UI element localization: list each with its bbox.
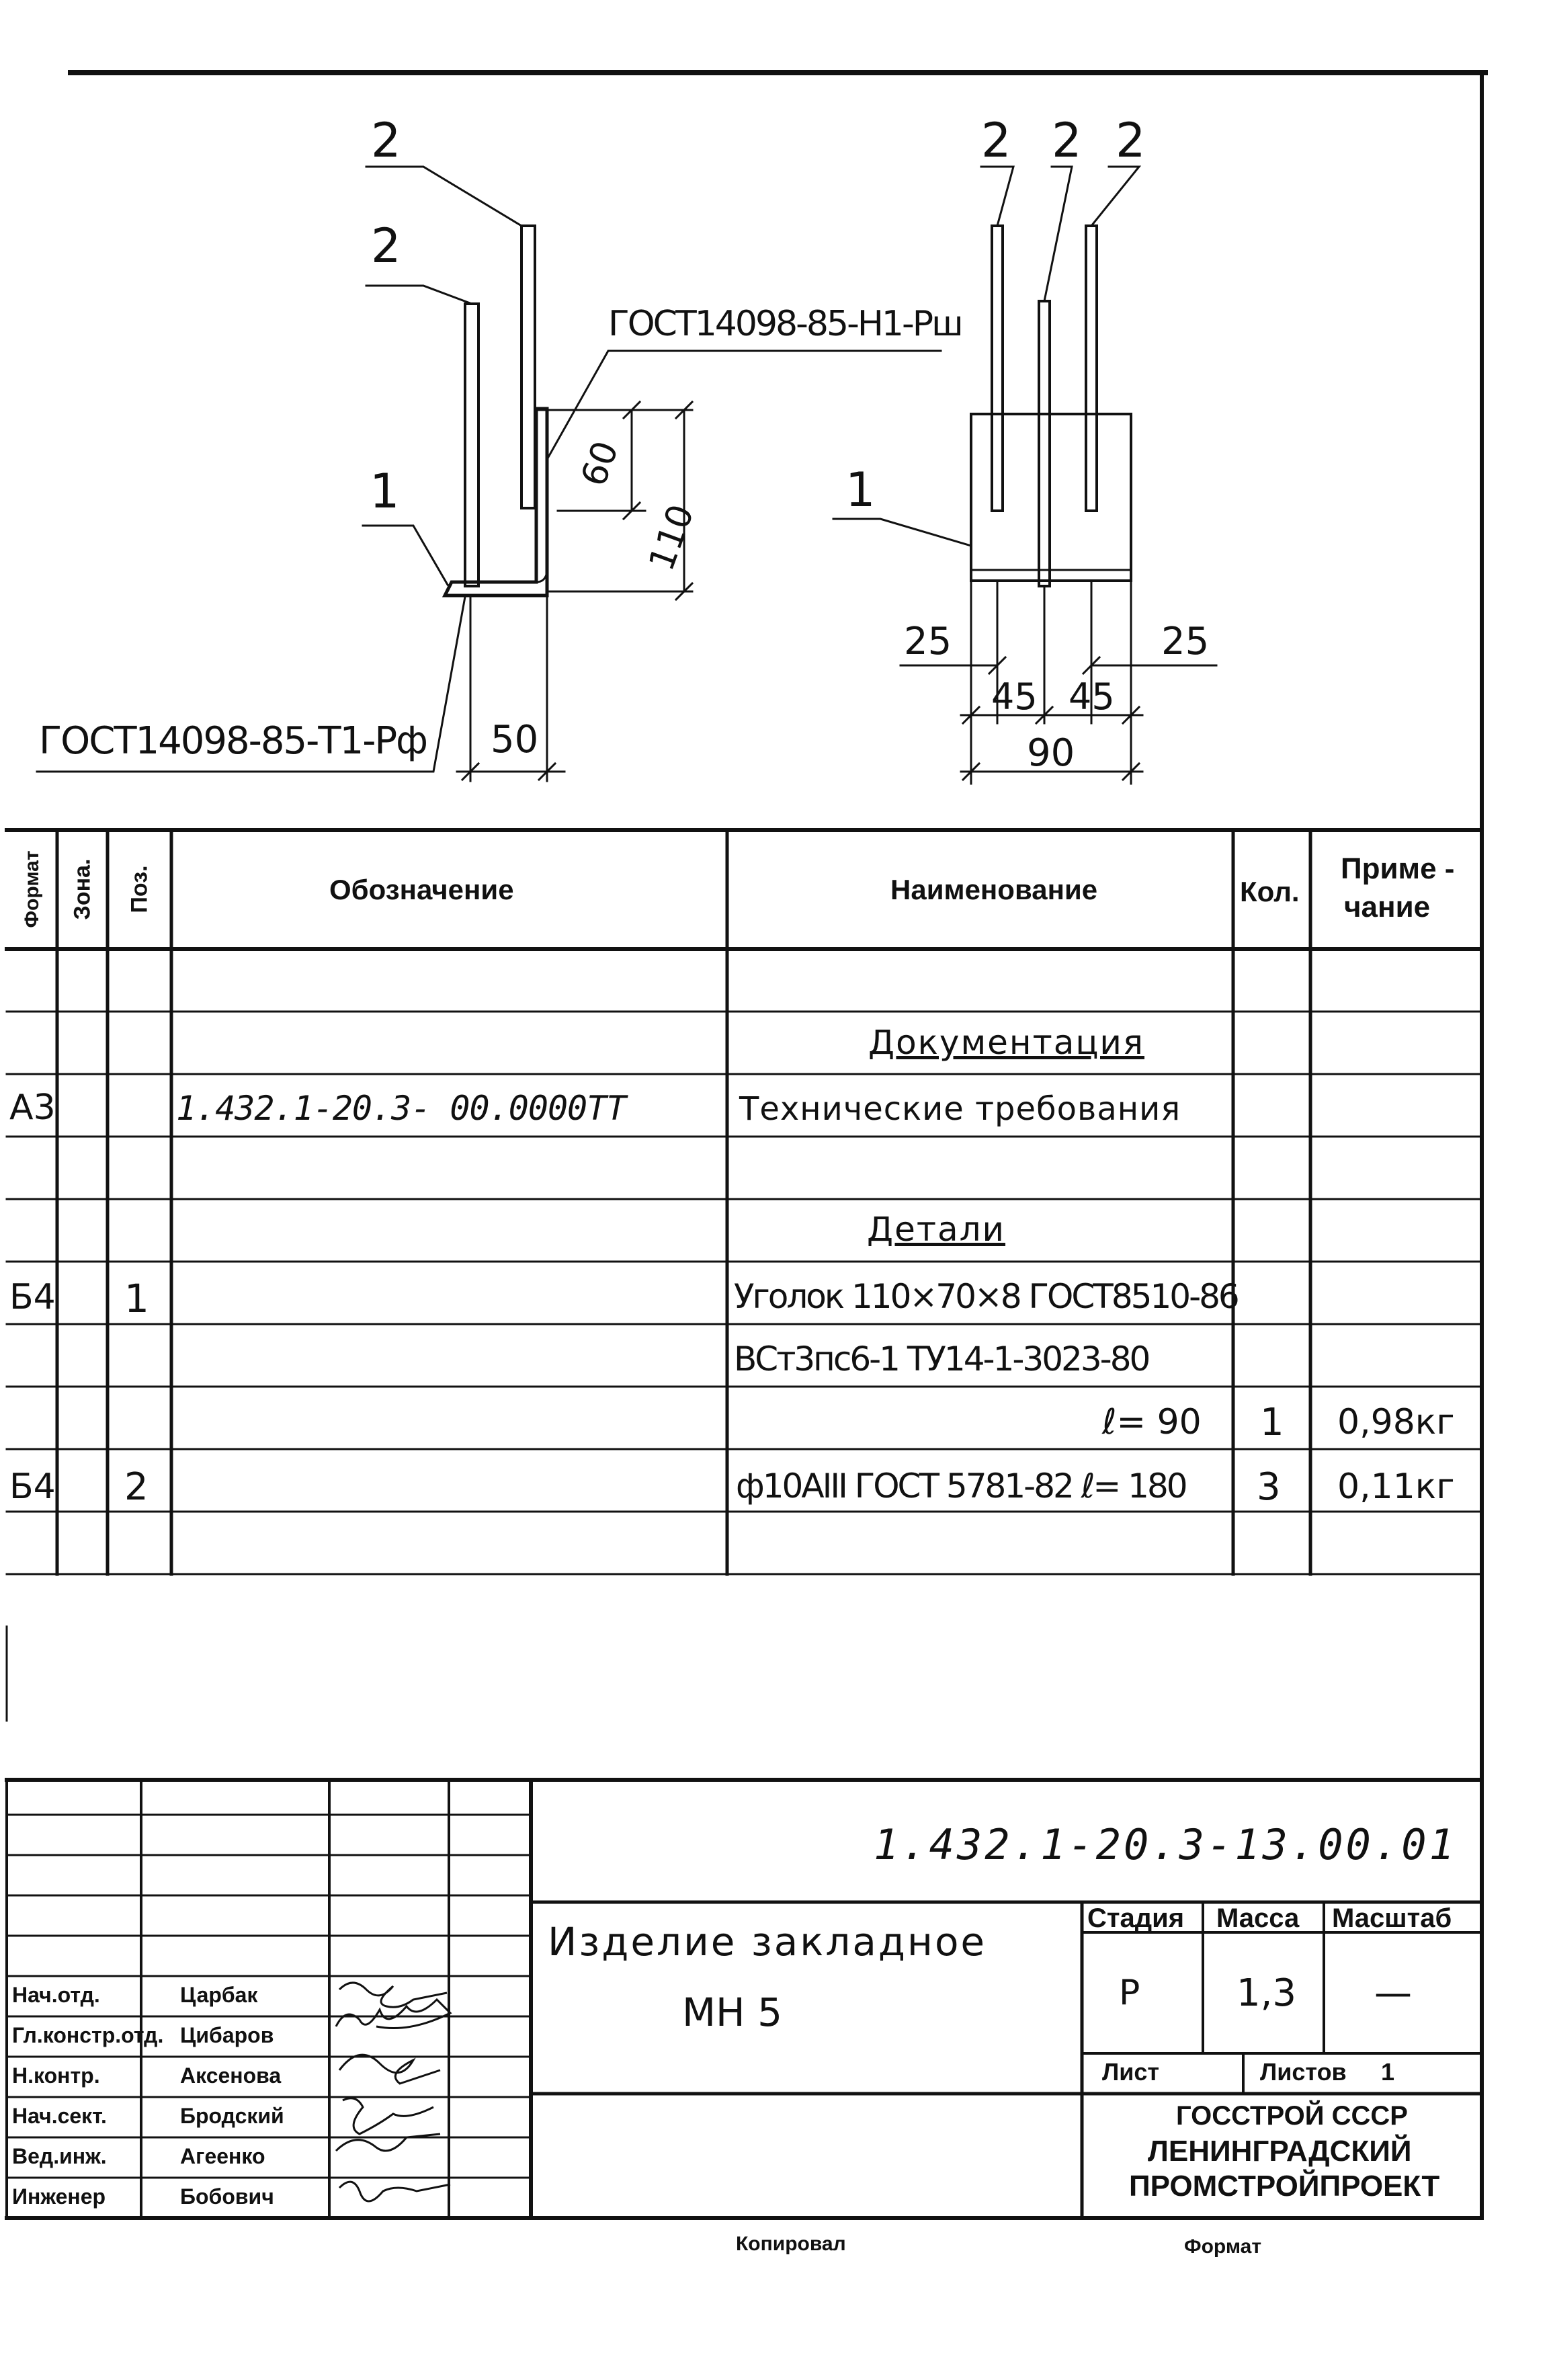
scale-label: Масштаб bbox=[1332, 1903, 1452, 1933]
right-leader-plate-label: 1 bbox=[845, 462, 876, 518]
row-4-name: ℓ= 90 bbox=[1102, 1402, 1202, 1442]
signer-role: Н.контр. bbox=[12, 2063, 100, 2088]
stage-value: Р bbox=[1119, 1973, 1140, 2013]
row-2-name: Уголок 110×70×8 ГОСТ8510-86 bbox=[734, 1277, 1238, 1316]
dim-90-label: 90 bbox=[1027, 731, 1075, 775]
left-leader-lower-label: 2 bbox=[371, 218, 401, 274]
header-qty: Кол. bbox=[1240, 876, 1300, 907]
right-leader-bar-1-label: 2 bbox=[981, 113, 1011, 168]
row-2-format: Б4 bbox=[9, 1277, 56, 1317]
signer-role: Гл.констр.отд. bbox=[12, 2023, 164, 2047]
header-pos: Поз. bbox=[126, 865, 153, 913]
dim-60-label: 60 bbox=[573, 436, 627, 492]
section-documentation: Документация bbox=[868, 1023, 1144, 1062]
row-2-pos: 1 bbox=[124, 1276, 149, 1321]
right-leader-bar-3-label: 2 bbox=[1116, 113, 1146, 168]
document-code: 1.432.1-20.3-13.00.01 bbox=[874, 1820, 1457, 1869]
signer-role: Нач.сект. bbox=[12, 2104, 107, 2128]
row-1-name: Технические требования bbox=[739, 1090, 1181, 1128]
row-5-name: ф10АIII ГОСТ 5781-82 ℓ= 180 bbox=[736, 1467, 1186, 1506]
row-5-pos: 2 bbox=[124, 1465, 149, 1509]
row-5-qty: 3 bbox=[1257, 1465, 1281, 1509]
row-5-format: Б4 bbox=[9, 1467, 56, 1507]
section-parts: Детали bbox=[867, 1210, 1006, 1249]
left-leader-upper-label: 2 bbox=[371, 113, 401, 168]
dim-25-right-label: 25 bbox=[1161, 620, 1210, 663]
org-line3: ПРОМСТРОЙПРОЕКТ bbox=[1129, 2170, 1440, 2203]
right-leader-bar-2-label: 2 bbox=[1052, 113, 1082, 168]
scale-value: — bbox=[1374, 1971, 1412, 2015]
row-5-note: 0,11кг bbox=[1337, 1467, 1455, 1507]
dim-45-left-label: 45 bbox=[991, 675, 1038, 718]
dim-25-left-label: 25 bbox=[904, 620, 952, 663]
item-name-line2: МН 5 bbox=[682, 1989, 782, 2035]
header-designation: Обозначение bbox=[329, 874, 514, 905]
header-note-line1: Приме - bbox=[1341, 852, 1455, 885]
mass-value: 1,3 bbox=[1237, 1971, 1297, 2015]
sheets-value: 1 bbox=[1381, 2058, 1395, 2086]
row-4-qty: 1 bbox=[1260, 1401, 1284, 1444]
signer-name: Бродский bbox=[180, 2104, 284, 2128]
row-3-name: ВСт3пс6-1 ТУ14-1-3023-80 bbox=[734, 1340, 1149, 1379]
row-1-format: А3 bbox=[9, 1088, 56, 1128]
item-name-line1: Изделие закладное bbox=[548, 1919, 987, 1965]
signer-name: Бобович bbox=[180, 2184, 274, 2209]
row-4-note: 0,98кг bbox=[1337, 1402, 1455, 1442]
org-line2: ЛЕНИНГРАДСКИЙ bbox=[1148, 2135, 1412, 2168]
dim-45-right-label: 45 bbox=[1069, 675, 1115, 718]
sheets-label: Листов bbox=[1260, 2058, 1347, 2086]
signer-name: Аксенова bbox=[180, 2063, 282, 2088]
row-1-designation: 1.432.1-20.3- 00.0000ТТ bbox=[176, 1089, 626, 1128]
signer-name: Царбак bbox=[180, 1983, 258, 2007]
footer-copied: Копировал bbox=[736, 2233, 846, 2255]
footer-format: Формат bbox=[1184, 2235, 1262, 2258]
dim-50-label: 50 bbox=[491, 718, 539, 762]
header-zone: Зона. bbox=[69, 858, 95, 920]
signer-role: Инженер bbox=[12, 2184, 106, 2209]
stage-label: Стадия bbox=[1087, 1903, 1185, 1933]
org-line1: ГОССТРОЙ СССР bbox=[1176, 2101, 1408, 2131]
weld-top-label: ГОСТ14098-85-Н1-Рш bbox=[608, 304, 962, 344]
signer-role: Нач.отд. bbox=[12, 1983, 100, 2007]
signer-role: Вед.инж. bbox=[12, 2144, 107, 2168]
header-format: Формат bbox=[21, 850, 43, 928]
sheet-label: Лист bbox=[1102, 2058, 1160, 2086]
signer-name: Цибаров bbox=[180, 2023, 274, 2047]
header-note-line2: чание bbox=[1344, 891, 1431, 924]
left-leader-angle-label: 1 bbox=[370, 464, 400, 519]
header-name: Наименование bbox=[890, 874, 1098, 905]
mass-label: Масса bbox=[1216, 1903, 1300, 1933]
weld-bottom-label: ГОСТ14098-85-Т1-Рф bbox=[39, 719, 427, 763]
signer-name: Агеенко bbox=[180, 2144, 265, 2168]
dim-110-label: 110 bbox=[641, 499, 702, 576]
